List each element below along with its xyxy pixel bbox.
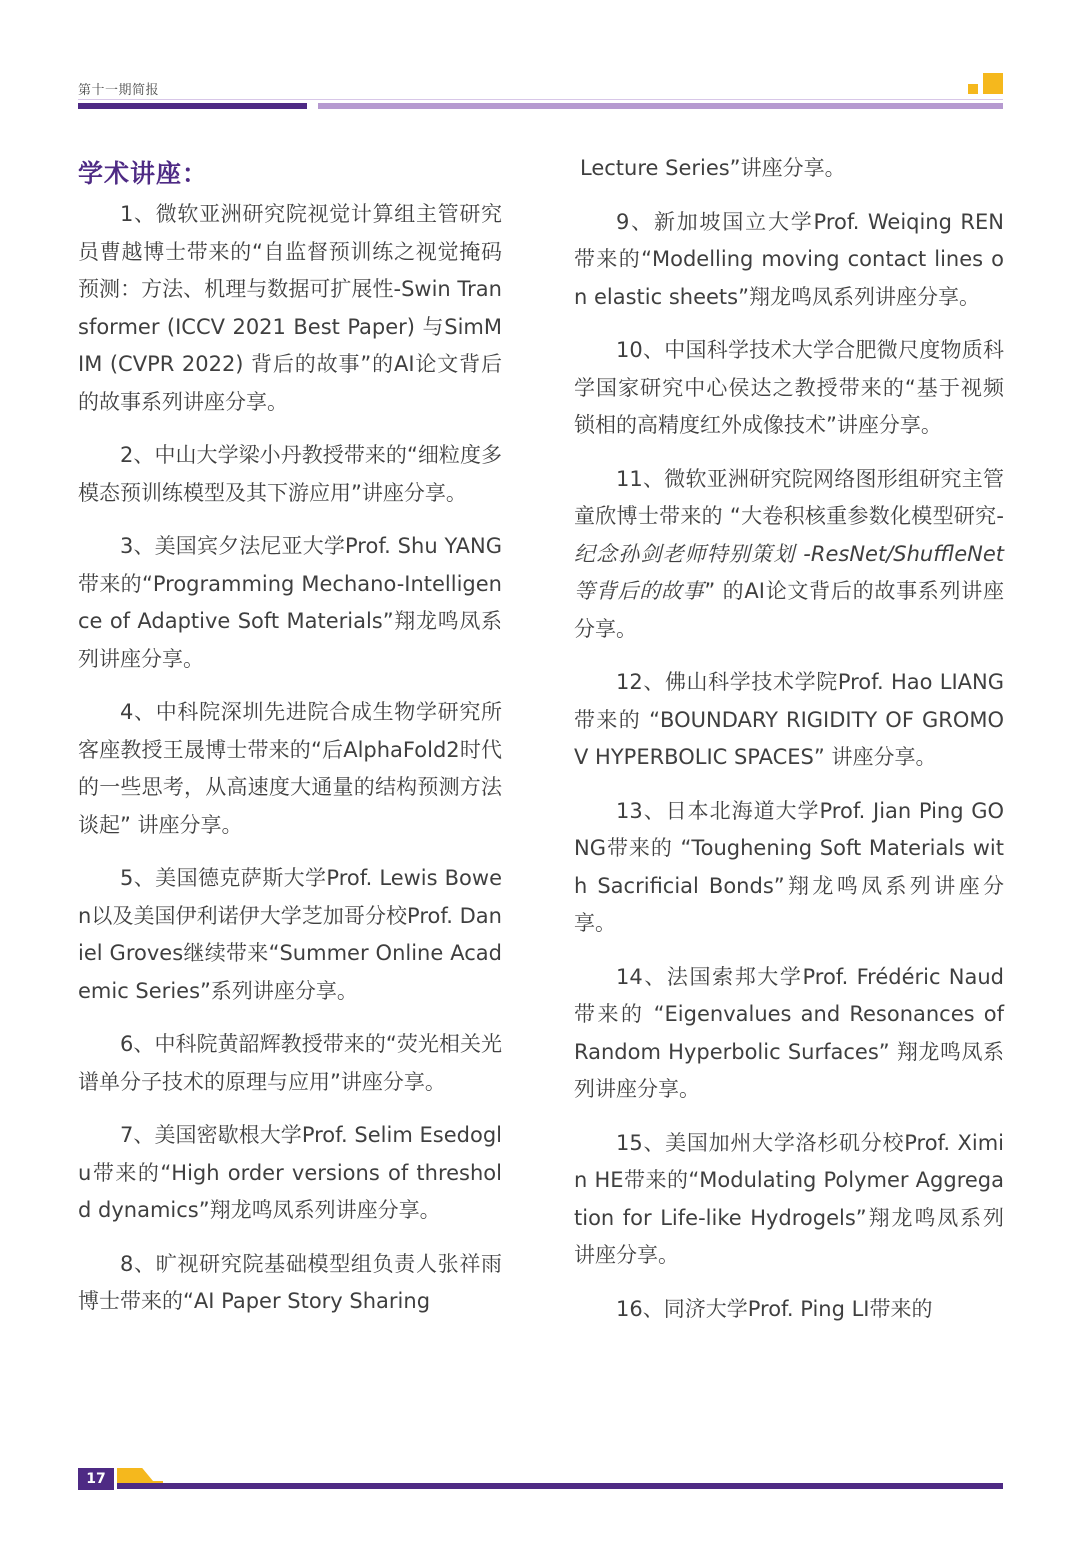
lecture-item-13: 13、日本北海道大学Prof. Jian Ping GONG带来的 “Toughening Soft Materials with Sacrificial Bonds”翔龙鸣凤系列讲座分享。 bbox=[574, 798, 1004, 935]
header-rule-light bbox=[318, 103, 1003, 109]
logo-square-small bbox=[968, 84, 978, 94]
lecture-item-8-continued: Lecture Series”讲座分享。 bbox=[580, 156, 846, 180]
lecture-item-2: 2、中山大学梁小丹教授带来的“细粒度多模态预训练模型及其下游应用”讲座分享。 bbox=[78, 443, 502, 505]
lecture-item-11-suffix: ” 的AI论文背后的故事系列讲座分享。 bbox=[574, 579, 1004, 641]
lecture-item-11-italic: 纪念孙剑老师特别策划 -ResNet/ShuffleNet等背后的故事 bbox=[574, 541, 1004, 603]
page-number: 17 bbox=[78, 1468, 114, 1490]
header-rule-thin bbox=[78, 99, 1003, 100]
lecture-item-4: 4、中科院深圳先进院合成生物学研究所客座教授王晟博士带来的“后AlphaFold2时代的一些思考，从高速度大通量的结构预测方法谈起” 讲座分享。 bbox=[78, 700, 502, 837]
lecture-item-3: 3、美国宾夕法尼亚大学Prof. Shu YANG带来的“Programming Mechano-Intelligence of Adaptive Soft Materials”翔龙鸣凤系列讲座分享。 bbox=[78, 534, 502, 671]
lecture-item-1: 1、微软亚洲研究院视觉计算组主管研究员曹越博士带来的“自监督预训练之视觉掩码预测：方法、机理与数据可扩展性-Swin Transformer (ICCV 2021 Best Paper) 与SimMIM (CVPR 2022) 背后的故事”的AI论文背后的故事系列讲座分享。 bbox=[78, 202, 502, 414]
lecture-item-5: 5、美国德克萨斯大学Prof. Lewis Bowen以及美国伊利诺伊大学芝加哥分校Prof. Daniel Groves继续带来“Summer Online Academic Series”系列讲座分享。 bbox=[78, 866, 502, 1003]
lecture-item-6: 6、中科院黄韶辉教授带来的“荧光相关光谱单分子技术的原理与应用”讲座分享。 bbox=[78, 1032, 502, 1094]
lecture-item-15: 15、美国加州大学洛杉矶分校Prof. Ximin HE带来的“Modulating Polymer Aggregation for Life-like Hydrogels”翔龙鸣凤系列讲座分享。 bbox=[574, 1130, 1004, 1267]
lecture-item-7: 7、美国密歇根大学Prof. Selim Esedoglu带来的“High order versions of threshold dynamics”翔龙鸣凤系列讲座分享。 bbox=[78, 1123, 502, 1222]
lecture-item-12: 12、佛山科学技术学院Prof. Hao LIANG带来的 “BOUNDARY RIGIDITY OF GROMOV HYPERBOLIC SPACES” 讲座分享。 bbox=[574, 670, 1004, 769]
lecture-item-14: 14、法国索邦大学Prof. Frédéric Naud带来的 “Eigenvalues and Resonances of Random Hyperbolic Surfaces” 翔龙鸣凤系列讲座分享。 bbox=[574, 964, 1004, 1101]
section-title: 学术讲座： bbox=[78, 159, 209, 188]
left-column bbox=[78, 150, 502, 1337]
issue-title: 第十一期简报 bbox=[78, 83, 160, 98]
lecture-item-8: 8、旷视研究院基础模型组负责人张祥雨博士带来的“AI Paper Story Sharing bbox=[78, 1251, 502, 1313]
lecture-item-16: 16、同济大学Prof. Ping LI带来的 bbox=[616, 1296, 933, 1321]
lecture-item-9: 9、新加坡国立大学Prof. Weiqing REN带来的“Modelling moving contact lines on elastic sheets”翔龙鸣凤系列讲座分享。 bbox=[574, 209, 1004, 309]
footer-rule bbox=[117, 1483, 1003, 1489]
logo-square-large bbox=[983, 73, 1003, 94]
lecture-item-11-prefix: 11、微软亚洲研究院网络图形组研究主管童欣博士带来的 “大卷积核重参数化模型研究- bbox=[574, 466, 1004, 528]
lecture-item-11 bbox=[574, 461, 1004, 649]
right-column bbox=[574, 150, 1004, 1344]
footer-tab-accent bbox=[117, 1468, 153, 1481]
header-rule-dark bbox=[78, 103, 307, 109]
lecture-item-10: 10、中国科学技术大学合肥微尺度物质科学国家研究中心侯达之教授带来的“基于视频锁相的高精度红外成像技术”讲座分享。 bbox=[574, 338, 1004, 437]
